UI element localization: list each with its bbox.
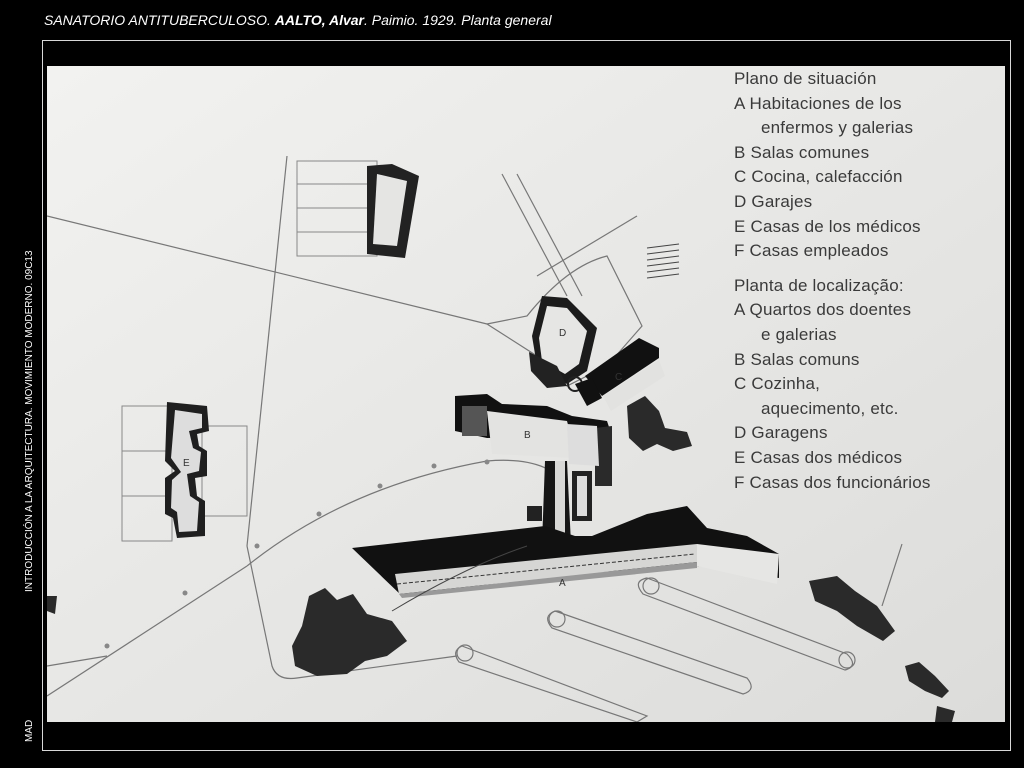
- mad-label: MAD: [24, 719, 35, 742]
- legend-pt-item: F Casas dos funcionários: [734, 472, 931, 492]
- legend: [734, 67, 931, 495]
- legend-es-item: E Casas de los médicos: [734, 216, 921, 236]
- legend-es-item: B Salas comunes: [734, 142, 870, 162]
- legend-pt-item-cont: e galerias: [761, 324, 837, 344]
- legend-pt-item: D Garagens: [734, 423, 828, 443]
- legend-pt-item: A Quartos dos doentes: [734, 300, 912, 320]
- plan-label-d: D: [559, 328, 567, 339]
- title-author: AALTO, Alvar: [274, 12, 364, 28]
- legend-pt-item: C Cozinha,: [734, 374, 821, 394]
- title-suffix: . Paimio. 1929. Planta general: [363, 12, 552, 28]
- course-label: INTRODUCCIÓN A LA ARQUITECTURA. MOVIMIENTO MODERNO. 09C13: [24, 250, 35, 592]
- legend-gap: [734, 264, 931, 274]
- plan-label-a: A: [559, 578, 566, 589]
- legend-pt-title: Planta de localização:: [734, 275, 904, 295]
- legend-es-item-cont: enfermos y galerias: [761, 118, 914, 138]
- legend-es-title: Plano de situación: [734, 69, 877, 88]
- legend-es-item: F Casas empleados: [734, 241, 889, 261]
- legend-es-item: A Habitaciones de los: [734, 93, 902, 113]
- legend-pt-item-cont: aquecimento, etc.: [761, 398, 899, 418]
- plan-label-c: C: [615, 372, 623, 383]
- legend-es-item: C Cocina, calefacción: [734, 167, 903, 187]
- legend-es-item: D Garajes: [734, 191, 813, 211]
- title-prefix: SANATORIO ANTITUBERCULOSO.: [44, 12, 275, 28]
- plan-label-e: E: [183, 458, 190, 469]
- plan-label-b: B: [524, 430, 531, 441]
- legend-pt-item: E Casas dos médicos: [734, 447, 903, 467]
- slide-title: [44, 12, 552, 28]
- legend-pt-item: B Salas comuns: [734, 349, 860, 369]
